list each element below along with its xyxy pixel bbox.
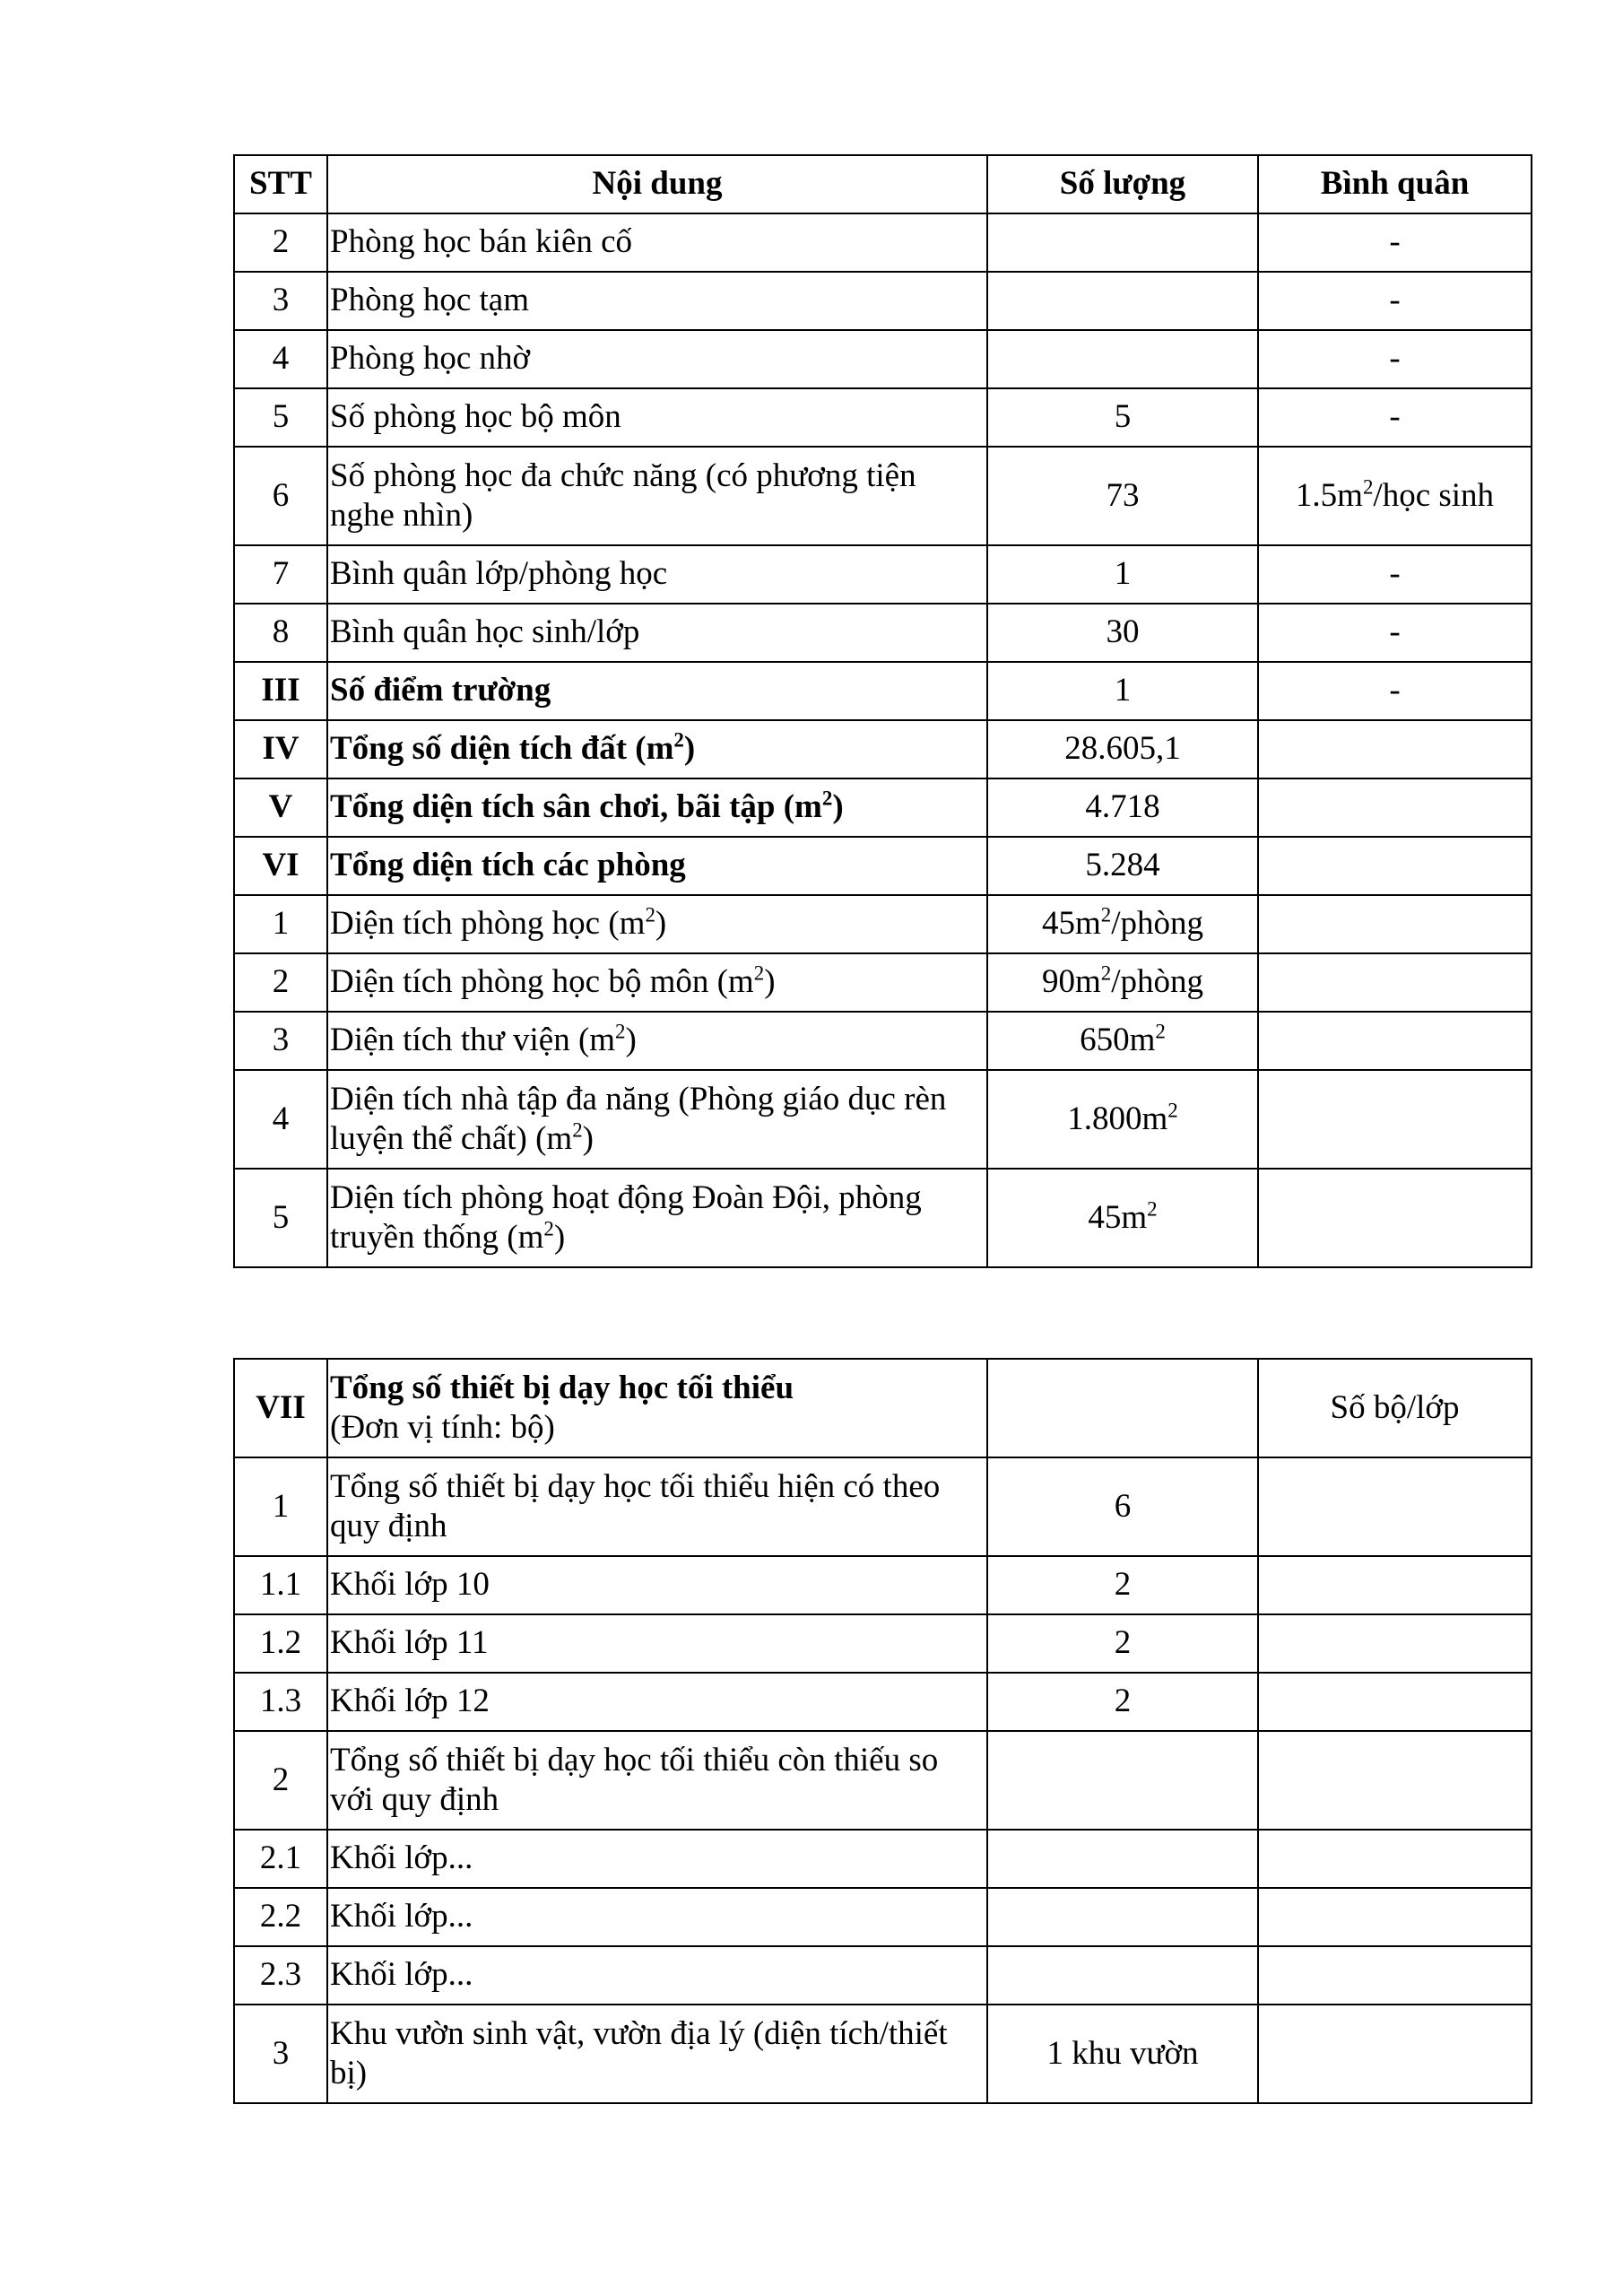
row-content: Khối lớp 12 [327,1673,987,1731]
row-content: Khu vườn sinh vật, vườn địa lý (diện tích/thiết bị) [327,2005,987,2103]
row-content: Tổng diện tích sân chơi, bãi tập $(m^2)$ [327,778,987,837]
row-stt: 5 [234,1169,327,1267]
section-quantity [987,1359,1258,1457]
row-content: Diện tích thư viện $(m^2)$ [327,1012,987,1070]
row-content: Khối lớp... [327,1946,987,2005]
row-stt: 1.2 [234,1614,327,1673]
row-average [1258,720,1532,778]
row-quantity [987,213,1258,272]
table-row [234,1012,1532,1070]
row-quantity: 1 [987,545,1258,604]
row-quantity [987,1731,1258,1830]
row-average [1258,1830,1532,1888]
table-row [234,953,1532,1012]
row-average [1258,1614,1532,1673]
row-quantity: 73 [987,447,1258,545]
row-quantity [987,272,1258,330]
row-quantity [987,1946,1258,2005]
row-average [1258,1673,1532,1731]
row-content: Phòng học bán kiên cố [327,213,987,272]
row-quantity: 30 [987,604,1258,662]
row-content: Tổng số thiết bị dạy học tối thiểu hiện có theo quy định [327,1457,987,1556]
header-stt: STT [234,155,327,213]
row-stt: 2.3 [234,1946,327,2005]
row-content: Khối lớp 10 [327,1556,987,1614]
table-row [234,1731,1532,1830]
table-row [234,1830,1532,1888]
row-stt: 3 [234,1012,327,1070]
row-content: Khối lớp 11 [327,1614,987,1673]
table-row [234,720,1532,778]
header-quantity: Số lượng [987,155,1258,213]
row-quantity [987,1888,1258,1946]
row-quantity: 5 [987,388,1258,447]
row-stt: 1.3 [234,1673,327,1731]
row-stt: VI [234,837,327,895]
row-content: Số phòng học đa chức năng (có phương tiện nghe nhìn) [327,447,987,545]
row-content: Số điểm trường [327,662,987,720]
row-quantity: $650m^2$ [987,1012,1258,1070]
row-content: Số phòng học bộ môn [327,388,987,447]
table-row [234,388,1532,447]
table-row [234,662,1532,720]
row-quantity: 1 [987,662,1258,720]
row-stt: 1.1 [234,1556,327,1614]
row-content: Bình quân học sinh/lớp [327,604,987,662]
row-stt: 8 [234,604,327,662]
row-stt: 3 [234,272,327,330]
row-content: Phòng học nhờ [327,330,987,388]
row-average [1258,1556,1532,1614]
table-row [234,1169,1532,1267]
row-content: Khối lớp... [327,1830,987,1888]
row-average [1258,2005,1532,2103]
row-average [1258,837,1532,895]
teaching-equipment-table [233,1358,1532,2104]
header-average: Bình quân [1258,155,1532,213]
row-stt: 3 [234,2005,327,2103]
row-quantity: 2 [987,1614,1258,1673]
row-quantity: 6 [987,1457,1258,1556]
row-average: - [1258,272,1532,330]
row-content: Tổng diện tích các phòng [327,837,987,895]
row-content: Diện tích phòng hoạt động Đoàn Đội, phòng truyền thống $(m^2)$ [327,1169,987,1267]
row-content: Diện tích phòng học bộ môn $(m^2)$ [327,953,987,1012]
table-row [234,447,1532,545]
table-row [234,1946,1532,2005]
row-quantity: $1.800m^2$ [987,1070,1258,1169]
section-average: Số bộ/lớp [1258,1359,1532,1457]
row-average: - [1258,545,1532,604]
row-stt: 7 [234,545,327,604]
section-title: Tổng số thiết bị dạy học tối thiểu [330,1369,794,1406]
row-average [1258,895,1532,953]
row-content: Khối lớp... [327,1888,987,1946]
row-quantity [987,330,1258,388]
section-row [234,1359,1532,1457]
table-header-row [234,155,1532,213]
table-row [234,213,1532,272]
row-stt: 4 [234,330,327,388]
row-stt: 2 [234,953,327,1012]
table-row [234,1457,1532,1556]
table-row [234,1070,1532,1169]
row-quantity: 5.284 [987,837,1258,895]
row-stt: 6 [234,447,327,545]
facilities-table [233,154,1532,1268]
row-stt: 4 [234,1070,327,1169]
row-average [1258,1888,1532,1946]
row-average [1258,1012,1532,1070]
section-stt: VII [234,1359,327,1457]
row-content: Bình quân lớp/phòng học [327,545,987,604]
row-average: - [1258,604,1532,662]
table-row [234,604,1532,662]
row-quantity: 4.718 [987,778,1258,837]
row-average: - [1258,388,1532,447]
row-quantity: 1 khu vườn [987,2005,1258,2103]
row-average: - [1258,662,1532,720]
section-subtitle: (Đơn vị tính: bộ) [330,1409,555,1446]
row-quantity [987,1830,1258,1888]
row-average [1258,953,1532,1012]
row-stt: III [234,662,327,720]
table-row [234,330,1532,388]
row-stt: 1 [234,895,327,953]
row-stt: 2.1 [234,1830,327,1888]
row-quantity: $45m^2$/phòng [987,895,1258,953]
table-row [234,778,1532,837]
table-row [234,1556,1532,1614]
row-quantity: $45m^2$ [987,1169,1258,1267]
row-average [1258,1169,1532,1267]
header-content: Nội dung [327,155,987,213]
table-row [234,837,1532,895]
row-content: Diện tích phòng học $(m^2)$ [327,895,987,953]
table-row [234,1673,1532,1731]
row-average: $1.5m^2$/học sinh [1258,447,1532,545]
row-quantity: 2 [987,1673,1258,1731]
row-content: Tổng số thiết bị dạy học tối thiểu còn thiếu so với quy định [327,1731,987,1830]
row-content: Diện tích nhà tập đa năng (Phòng giáo dục rèn luyện thể chất) $(m^2)$ [327,1070,987,1169]
row-content: Phòng học tạm [327,272,987,330]
row-stt: IV [234,720,327,778]
row-content: Tổng số diện tích đất $(m^2)$ [327,720,987,778]
section-content [327,1359,987,1457]
table-row [234,895,1532,953]
row-stt: 1 [234,1457,327,1556]
row-average [1258,778,1532,837]
row-average [1258,1946,1532,2005]
row-average: - [1258,213,1532,272]
row-quantity: $90m^2$/phòng [987,953,1258,1012]
table-row [234,2005,1532,2103]
table-row [234,545,1532,604]
row-average [1258,1070,1532,1169]
table-row [234,1888,1532,1946]
table-row [234,1614,1532,1673]
row-stt: 2 [234,213,327,272]
row-stt: 2 [234,1731,327,1830]
row-quantity: 2 [987,1556,1258,1614]
row-average: - [1258,330,1532,388]
row-stt: 5 [234,388,327,447]
row-stt: 2.2 [234,1888,327,1946]
row-quantity: 28.605,1 [987,720,1258,778]
table-row [234,272,1532,330]
row-average [1258,1731,1532,1830]
row-stt: V [234,778,327,837]
row-average [1258,1457,1532,1556]
